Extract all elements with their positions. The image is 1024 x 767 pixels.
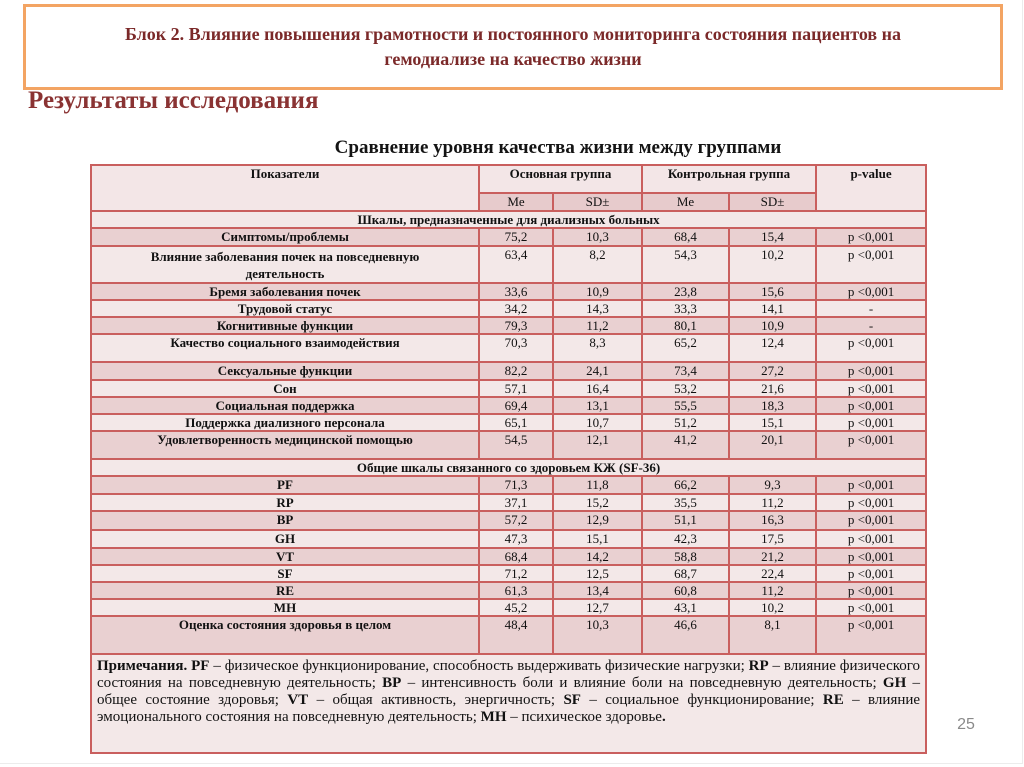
row-label: Когнитивные функции (91, 317, 479, 334)
control-sd-value: 22,4 (729, 565, 816, 582)
main-sd-value: 10,7 (553, 414, 642, 431)
row-label: Сон (91, 380, 479, 397)
table-row (91, 228, 926, 246)
row-label: Удовлетворенность медицинской помощью (91, 431, 479, 459)
control-sd-value: 10,2 (729, 599, 816, 616)
row-label: Симптомы/проблемы (91, 228, 479, 246)
header-row (91, 165, 926, 193)
notes-end-period: . (661, 709, 666, 725)
main-me-value: 37,1 (479, 494, 553, 511)
control-sd-value: 21,6 (729, 380, 816, 397)
header-main-sd: SD± (553, 193, 642, 211)
table-row (91, 414, 926, 431)
p-value: p <0,001 (816, 334, 926, 362)
control-sd-value: 14,1 (729, 300, 816, 317)
note-term: BP (382, 675, 402, 691)
control-me-value: 55,5 (642, 397, 729, 414)
table-row (91, 431, 926, 459)
note-term: VT (287, 692, 309, 708)
table-row (91, 565, 926, 582)
main-me-value: 71,3 (479, 476, 553, 494)
row-label: MH (91, 599, 479, 616)
control-me-value: 66,2 (642, 476, 729, 494)
table-row (91, 494, 926, 511)
section-title: Шкалы, предназначенные для диализных больных (91, 211, 926, 228)
block-title-line-1: Блок 2. Влияние повышения грамотности и постоянного мониторинга состояния пациентов на (124, 24, 901, 44)
note-definition: – физическое функционирование, способность выдерживать физические нагрузки; (213, 658, 745, 674)
control-me-value: 35,5 (642, 494, 729, 511)
control-me-value: 46,6 (642, 616, 729, 654)
control-me-value: 65,2 (642, 334, 729, 362)
p-value: p <0,001 (816, 228, 926, 246)
p-value: p <0,001 (816, 565, 926, 582)
main-sd-value: 12,9 (553, 511, 642, 530)
main-sd-value: 15,1 (553, 530, 642, 548)
control-sd-value: 18,3 (729, 397, 816, 414)
page-number: 25 (957, 716, 975, 733)
note-term: SF (563, 692, 581, 708)
block-title-box (23, 4, 1003, 90)
main-me-value: 71,2 (479, 565, 553, 582)
table-row (91, 530, 926, 548)
table-row (91, 616, 926, 654)
p-value: p <0,001 (816, 283, 926, 300)
main-sd-value: 12,1 (553, 431, 642, 459)
control-sd-value: 27,2 (729, 362, 816, 380)
p-value: p <0,001 (816, 380, 926, 397)
main-sd-value: 8,3 (553, 334, 642, 362)
header-indicator: Показатели (91, 165, 479, 211)
main-sd-value: 12,7 (553, 599, 642, 616)
main-me-value: 79,3 (479, 317, 553, 334)
p-value: p <0,001 (816, 511, 926, 530)
row-label: PF (91, 476, 479, 494)
row-label: Качество социального взаимодействия (91, 334, 479, 362)
p-value: p <0,001 (816, 414, 926, 431)
note-definition: – влияние эмоционального состояния на повседневную деятельность; (97, 692, 921, 725)
control-me-value: 41,2 (642, 431, 729, 459)
control-sd-value: 17,5 (729, 530, 816, 548)
header-control-me: Me (642, 193, 729, 211)
notes-row (91, 654, 926, 753)
control-me-value: 42,3 (642, 530, 729, 548)
p-value: p <0,001 (816, 431, 926, 459)
section-header-row (91, 459, 926, 476)
control-me-value: 43,1 (642, 599, 729, 616)
control-sd-value: 11,2 (729, 494, 816, 511)
main-sd-value: 10,3 (553, 228, 642, 246)
table-row (91, 334, 926, 362)
control-me-value: 60,8 (642, 582, 729, 599)
main-me-value: 61,3 (479, 582, 553, 599)
control-sd-value: 9,3 (729, 476, 816, 494)
p-value: p <0,001 (816, 616, 926, 654)
main-me-value: 57,2 (479, 511, 553, 530)
table-row (91, 548, 926, 565)
main-me-value: 45,2 (479, 599, 553, 616)
main-me-value: 33,6 (479, 283, 553, 300)
main-me-value: 68,4 (479, 548, 553, 565)
row-label: Поддержка диализного персонала (91, 414, 479, 431)
control-me-value: 58,8 (642, 548, 729, 565)
p-value: - (816, 317, 926, 334)
note-definition: – влияние физического состояния на повседневную деятельность; (97, 658, 921, 691)
main-me-value: 63,4 (479, 246, 553, 283)
control-me-value: 68,7 (642, 565, 729, 582)
main-me-value: 65,1 (479, 414, 553, 431)
header-main-group: Основная группа (479, 165, 642, 193)
table-title: Сравнение уровня качества жизни между группами (334, 137, 782, 158)
table-row (91, 362, 926, 380)
row-label: Социальная поддержка (91, 397, 479, 414)
p-value: p <0,001 (816, 582, 926, 599)
main-sd-value: 10,9 (553, 283, 642, 300)
row-label: GH (91, 530, 479, 548)
control-sd-value: 15,1 (729, 414, 816, 431)
note-definition: – общее состояние здоровья; (97, 675, 921, 708)
main-me-value: 69,4 (479, 397, 553, 414)
note-term: PF (191, 658, 210, 674)
notes-cell (91, 654, 926, 753)
note-term: GH (882, 675, 907, 691)
table-row (91, 246, 926, 283)
main-sd-value: 13,4 (553, 582, 642, 599)
table-row (91, 599, 926, 616)
table-row (91, 283, 926, 300)
note-definition: – социальное функционирование; (589, 692, 815, 708)
control-me-value: 53,2 (642, 380, 729, 397)
main-sd-value: 12,5 (553, 565, 642, 582)
row-label: BP (91, 511, 479, 530)
control-me-value: 51,1 (642, 511, 729, 530)
main-me-value: 54,5 (479, 431, 553, 459)
control-sd-value: 10,9 (729, 317, 816, 334)
row-label: SF (91, 565, 479, 582)
row-label: Трудовой статус (91, 300, 479, 317)
control-sd-value: 15,6 (729, 283, 816, 300)
table-row (91, 582, 926, 599)
p-value: p <0,001 (816, 476, 926, 494)
note-definition: – общая активность, энергичность; (316, 692, 556, 708)
control-sd-value: 21,2 (729, 548, 816, 565)
p-value: p <0,001 (816, 494, 926, 511)
control-me-value: 73,4 (642, 362, 729, 380)
note-definition: – психическое здоровье (510, 709, 662, 725)
header-main-me: Me (479, 193, 553, 211)
note-definition: – интенсивность боли и влияние боли на повседневную деятельность; (407, 675, 877, 691)
p-value: p <0,001 (816, 246, 926, 283)
control-me-value: 51,2 (642, 414, 729, 431)
control-me-value: 23,8 (642, 283, 729, 300)
p-value: p <0,001 (816, 548, 926, 565)
control-me-value: 33,3 (642, 300, 729, 317)
p-value: p <0,001 (816, 362, 926, 380)
section-header-row (91, 211, 926, 228)
row-label: Сексуальные функции (91, 362, 479, 380)
control-sd-value: 15,4 (729, 228, 816, 246)
table-row (91, 511, 926, 530)
main-me-value: 82,2 (479, 362, 553, 380)
note-term: MH (480, 709, 507, 725)
control-sd-value: 16,3 (729, 511, 816, 530)
p-value: p <0,001 (816, 599, 926, 616)
control-sd-value: 20,1 (729, 431, 816, 459)
main-sd-value: 14,3 (553, 300, 642, 317)
main-me-value: 47,3 (479, 530, 553, 548)
block-title-line-2: гемодиализе на качество жизни (384, 49, 642, 69)
table-row (91, 317, 926, 334)
main-sd-value: 11,2 (553, 317, 642, 334)
quality-of-life-table (90, 164, 927, 754)
section-title: Общие шкалы связанного со здоровьем КЖ (SF-36) (91, 459, 926, 476)
p-value: p <0,001 (816, 397, 926, 414)
notes-label: Примечания. (97, 658, 188, 674)
main-sd-value: 14,2 (553, 548, 642, 565)
main-sd-value: 15,2 (553, 494, 642, 511)
main-sd-value: 16,4 (553, 380, 642, 397)
section-heading: Результаты исследования (28, 87, 319, 114)
p-value: - (816, 300, 926, 317)
main-me-value: 34,2 (479, 300, 553, 317)
main-me-value: 57,1 (479, 380, 553, 397)
control-sd-value: 11,2 (729, 582, 816, 599)
main-me-value: 70,3 (479, 334, 553, 362)
header-p-value: p-value (816, 165, 926, 211)
control-sd-value: 12,4 (729, 334, 816, 362)
row-label: VT (91, 548, 479, 565)
main-sd-value: 13,1 (553, 397, 642, 414)
header-control-sd: SD± (729, 193, 816, 211)
control-sd-value: 8,1 (729, 616, 816, 654)
main-sd-value: 8,2 (553, 246, 642, 283)
table-row (91, 397, 926, 414)
table-row (91, 476, 926, 494)
control-sd-value: 10,2 (729, 246, 816, 283)
note-term: RE (822, 692, 844, 708)
p-value: p <0,001 (816, 530, 926, 548)
table-row (91, 380, 926, 397)
main-sd-value: 10,3 (553, 616, 642, 654)
main-sd-value: 11,8 (553, 476, 642, 494)
row-label: Оценка состояния здоровья в целом (91, 616, 479, 654)
row-label: Влияние заболевания почек на повседневную деятельность (91, 246, 479, 283)
main-me-value: 75,2 (479, 228, 553, 246)
main-me-value: 48,4 (479, 616, 553, 654)
row-label: RE (91, 582, 479, 599)
header-control-group: Контрольная группа (642, 165, 816, 193)
control-me-value: 68,4 (642, 228, 729, 246)
control-me-value: 80,1 (642, 317, 729, 334)
main-sd-value: 24,1 (553, 362, 642, 380)
row-label: Бремя заболевания почек (91, 283, 479, 300)
note-term: RP (748, 658, 769, 674)
control-me-value: 54,3 (642, 246, 729, 283)
row-label: RP (91, 494, 479, 511)
table-row (91, 300, 926, 317)
